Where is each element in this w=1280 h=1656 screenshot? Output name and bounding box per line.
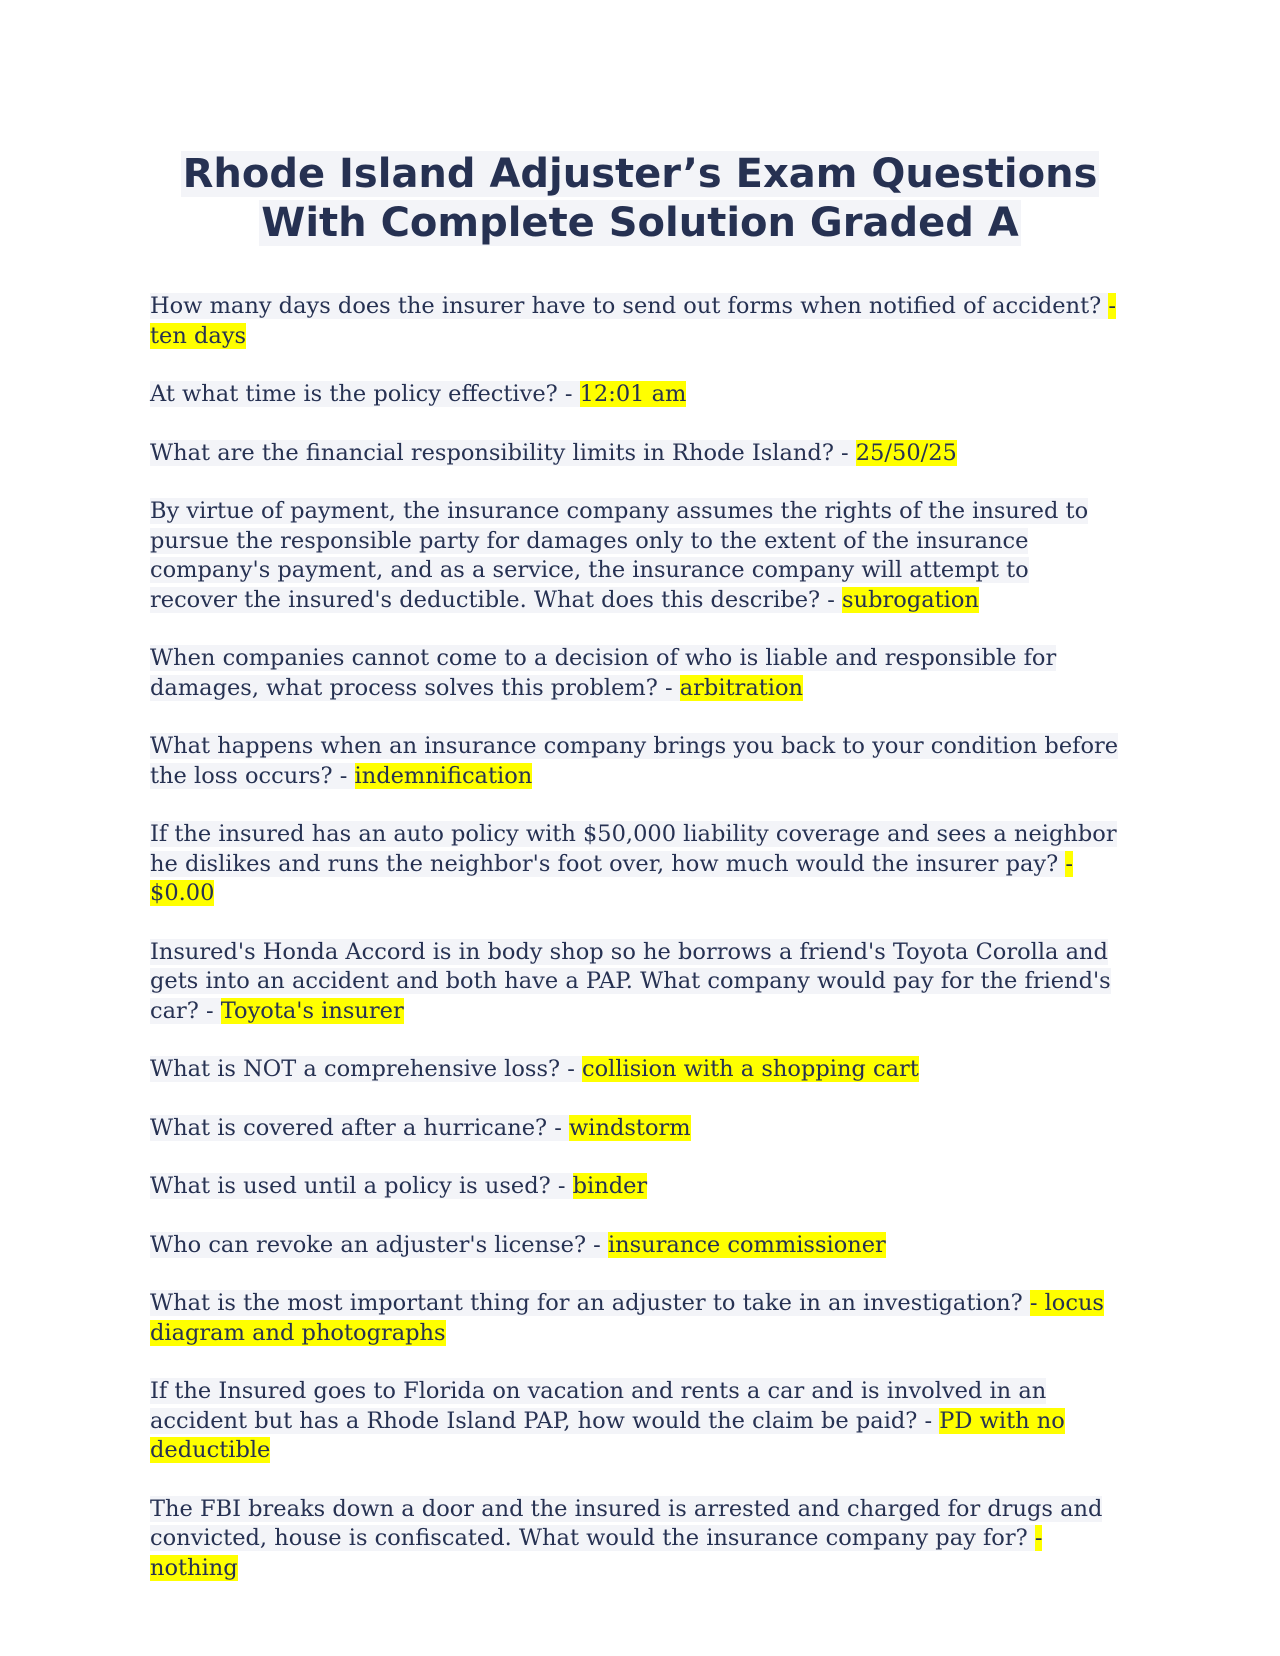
title-line-1: Rhode Island Adjuster’s Exam Questions (182, 151, 1098, 197)
qa-item (150, 497, 1120, 615)
question-text: Who can revoke an adjuster's license? (150, 1231, 594, 1258)
qa-item (150, 1377, 1120, 1466)
title-line-2: With Complete Solution Graded A (261, 200, 1019, 246)
answer-highlight: collision with a shopping cart (581, 1056, 919, 1082)
qa-item (150, 1172, 1120, 1202)
answer-highlight: - ten days (150, 293, 1116, 349)
question-text: How many days does the insurer have to send out forms when notified of accident? (150, 293, 1109, 319)
qa-item (150, 292, 1120, 351)
answer-separator: - (827, 586, 843, 613)
qa-item (150, 439, 1120, 469)
answer-separator: - (206, 997, 221, 1024)
question-text: What is NOT a comprehensive loss? (150, 1056, 568, 1082)
page-title (100, 150, 1180, 248)
question-text: What is used until a policy is used? (150, 1173, 558, 1199)
answer-highlight: binder (572, 1173, 648, 1199)
question-text: If the Insured goes to Florida on vacation and rents a car and is involved in an accident but has a Rhode Island PAP, how would the claim be paid? (150, 1378, 1047, 1434)
qa-item (150, 1495, 1120, 1584)
answer-highlight: insurance commissioner (607, 1231, 886, 1258)
answer-highlight: windstorm (569, 1114, 691, 1141)
answer-highlight: subrogation (842, 586, 979, 613)
question-text: When companies cannot come to a decision of who is liable and responsible for damages, what process solves this problem? (150, 645, 1057, 701)
question-text: What is covered after a hurricane? (150, 1114, 555, 1141)
qa-item (150, 938, 1120, 1027)
answer-separator: - (567, 1056, 582, 1082)
qa-item (150, 1289, 1120, 1348)
answer-highlight: PD with no deductible (150, 1407, 1065, 1463)
answer-separator: - (557, 1173, 573, 1199)
qa-item (150, 820, 1120, 909)
question-text: Insured's Honda Accord is in body shop so he borrows a friend's Toyota Corolla and gets into an accident and both have a PAP. What company would pay for the friend's car? (150, 938, 1111, 1024)
answer-separator: - (841, 439, 856, 466)
question-text: What happens when an insurance company brings you back to your condition before the loss occurs? (150, 733, 1119, 789)
qa-item (150, 1114, 1120, 1144)
answer-separator: - (593, 1231, 608, 1258)
question-text: What is the most important thing for an adjuster to take in an investigation? (150, 1290, 1030, 1316)
answer-highlight: 25/50/25 (855, 439, 957, 466)
qa-list (150, 292, 1120, 1612)
answer-separator: - (564, 381, 580, 407)
qa-item (150, 1231, 1120, 1261)
question-text: By virtue of payment, the insurance company assumes the rights of the insured to pursue the responsible party for damages only to the extent of the insurance company's payment, and as a service, the insurance company will attempt to recover the insured's deductible. What does this describe? (150, 498, 1089, 613)
answer-separator: - (554, 1114, 569, 1141)
answer-highlight: - locus diagram and photographs (150, 1290, 1104, 1346)
question-text: The FBI breaks down a door and the insured is arrested and charged for drugs and convicted, house is confiscated. What would the insurance company pay for? (150, 1495, 1103, 1551)
answer-highlight: 12:01 am (579, 381, 687, 407)
answer-highlight: indemnification (354, 762, 533, 789)
answer-highlight: - $0.00 (150, 850, 1073, 906)
qa-item (150, 732, 1120, 791)
qa-item (150, 644, 1120, 703)
answer-highlight: Toyota's insurer (220, 997, 404, 1024)
answer-separator: - (339, 762, 355, 789)
qa-item (150, 380, 1120, 410)
question-text: At what time is the policy effective? (150, 381, 565, 407)
question-text: What are the financial responsibility limits in Rhode Island? (150, 439, 842, 466)
answer-highlight: arbitration (679, 674, 804, 701)
answer-highlight: - nothing (150, 1525, 1043, 1581)
question-text: If the insured has an auto policy with $50,000 liability coverage and sees a neighbor he dislikes and runs the neighbor's foot over, how much would the insurer pay? (150, 821, 1117, 877)
answer-separator: - (664, 674, 680, 701)
answer-separator: - (924, 1407, 940, 1434)
qa-item (150, 1055, 1120, 1085)
